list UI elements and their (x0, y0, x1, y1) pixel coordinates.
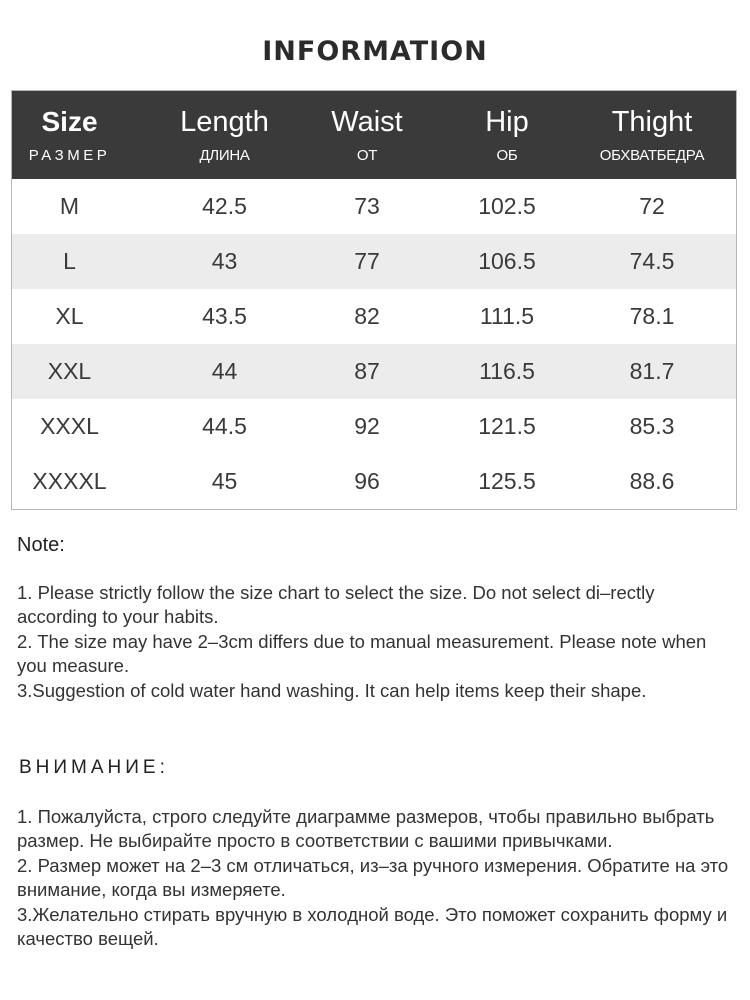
cell-length: 44 (211, 358, 238, 384)
table-row (12, 179, 736, 234)
cell-hip: 102.5 (478, 193, 536, 219)
header-waist (322, 91, 412, 179)
table-row (12, 399, 736, 454)
header-size-label: Size (41, 106, 98, 137)
note-item: 2. The size may have 2–3cm differs due to manual measurement. Please note when you measure. (17, 630, 707, 677)
cell-waist: 82 (354, 303, 380, 329)
header-size-label-ru: РАЗМЕР (28, 147, 111, 164)
cell-waist: 92 (354, 413, 380, 439)
header-hip-label: Hip (485, 106, 529, 138)
header-length-label: Length (180, 106, 269, 138)
header-hip-label-ru: ОБ (496, 147, 518, 164)
cell-length: 44.5 (202, 413, 247, 439)
cell-size: M (59, 193, 80, 219)
header-thigh-label: Thight (611, 106, 693, 138)
table-header (12, 91, 736, 179)
ru-note-item: 3.Желательно стирать вручную в холодной воде. Это поможет сохранить форму и качество вещей. (17, 903, 728, 950)
ru-note-item: 1. Пожалуйста, строго следуйте диаграмме размеров, чтобы правильно выбрать размер. Не выбирайте просто в соответствии с вашими привычками. (17, 806, 715, 852)
size-chart-table (11, 90, 737, 510)
cell-hip: 111.5 (479, 303, 535, 329)
header-length (127, 91, 322, 179)
cell-length: 43.5 (202, 303, 247, 329)
cell-hip: 125.5 (478, 468, 536, 494)
cell-hip: 116.5 (479, 358, 535, 384)
cell-size: L (63, 248, 76, 274)
ru-note-heading: ВНИМАНИЕ: (19, 757, 169, 778)
header-hip (412, 91, 602, 179)
header-thigh-label-ru: ОБХВАТБЕДРА (599, 147, 705, 164)
cell-thigh: 81.7 (629, 358, 675, 384)
cell-hip: 106.5 (478, 248, 536, 274)
cell-waist: 77 (354, 248, 380, 274)
cell-waist: 87 (354, 358, 380, 384)
header-waist-label-ru: ОТ (356, 147, 378, 164)
cell-size: XXXL (40, 413, 99, 439)
header-length-label-ru: ДЛИНА (199, 147, 250, 164)
table-row (12, 344, 736, 399)
note-item: 3.Suggestion of cold water hand washing. It can help items keep their shape. (17, 679, 647, 701)
cell-length: 43 (211, 248, 238, 274)
cell-length: 45 (211, 468, 238, 494)
cell-size: XXL (47, 358, 92, 384)
ru-note-list (17, 805, 732, 951)
cell-thigh: 88.6 (629, 468, 675, 494)
header-size (12, 91, 127, 179)
cell-waist: 96 (354, 468, 380, 494)
ru-note-item: 2. Размер может на 2–3 см отличаться, из–за ручного измерения. Обратите на это внимание, когда вы измеряете. (17, 854, 729, 901)
cell-thigh: 78.1 (629, 303, 675, 329)
cell-thigh: 74.5 (629, 248, 675, 274)
page-title: INFORMATION (262, 36, 488, 67)
cell-thigh: 85.3 (629, 413, 675, 439)
note-list (17, 581, 732, 703)
cell-size: XXXXL (32, 468, 107, 494)
note-item: 1. Please strictly follow the size chart to select the size. Do not select di–rectly according to your habits. (17, 582, 655, 628)
table-row (12, 234, 736, 289)
header-thigh (599, 91, 705, 179)
header-waist-label: Waist (331, 106, 403, 138)
cell-size: XL (55, 303, 84, 329)
cell-hip: 121.5 (478, 413, 536, 439)
cell-length: 42.5 (202, 193, 247, 219)
cell-thigh: 72 (639, 193, 665, 219)
table-row (12, 454, 736, 509)
note-heading: Note: (17, 534, 65, 556)
cell-waist: 73 (354, 193, 380, 219)
table-row (12, 289, 736, 344)
